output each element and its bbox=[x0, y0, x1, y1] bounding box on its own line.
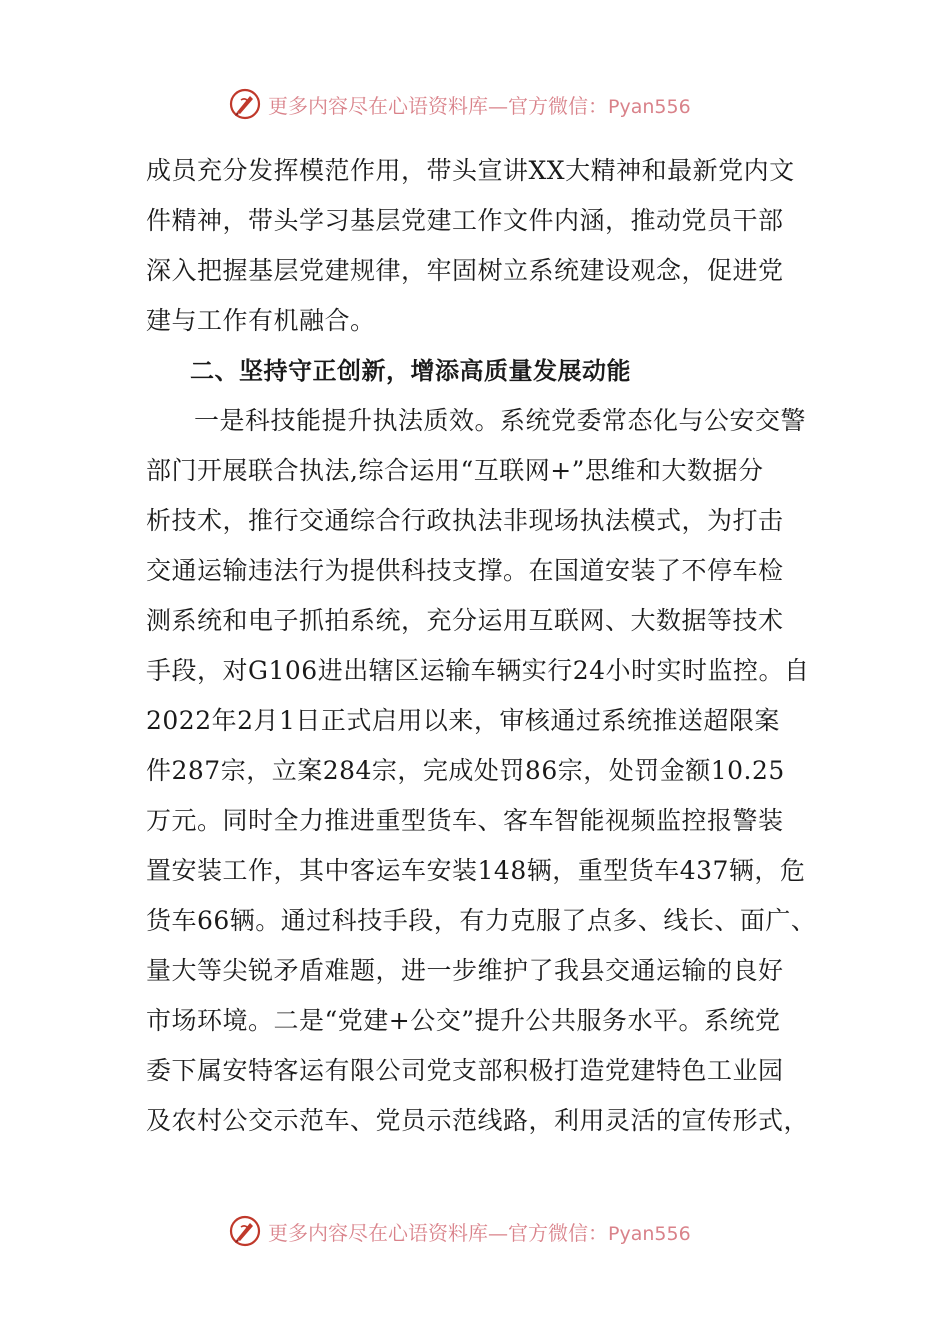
body-line: 手段，对G106进出辖区运输车辆实行24小时实时监控。自 bbox=[146, 656, 810, 685]
body-line: 及农村公交示范车、党员示范线路，利用灵活的宣传形式， bbox=[146, 1106, 810, 1135]
pen-logo-icon bbox=[228, 87, 262, 121]
body-line: 深入把握基层党建规律，牢固树立系统建设观念，促进党 bbox=[146, 256, 784, 285]
header-wechat-account: Pyan556 bbox=[608, 95, 691, 118]
body-line: 交通运输违法行为提供科技支撑。在国道安装了不停车检 bbox=[146, 556, 784, 585]
body-line: 万元。同时全力推进重型货车、客车智能视频监控报警装 bbox=[146, 806, 784, 835]
document-body bbox=[146, 146, 817, 1146]
body-line: 件精神，带头学习基层党建工作文件内涵，推动党员干部 bbox=[146, 206, 784, 235]
header-watermark-text: 更多内容尽在心语资料库—官方微信：Pyan556 bbox=[268, 93, 691, 118]
body-line: 建与工作有机融合。 bbox=[146, 306, 376, 335]
header-watermark-banner bbox=[228, 84, 691, 124]
footer-wechat-account: Pyan556 bbox=[608, 1222, 691, 1245]
pen-logo-icon bbox=[228, 1214, 262, 1248]
body-line: 量大等尖锐矛盾难题，进一步维护了我县交通运输的良好 bbox=[146, 956, 784, 985]
section-heading: 二、坚持守正创新，增添高质量发展动能 bbox=[190, 357, 631, 385]
footer-watermark-banner bbox=[228, 1211, 691, 1251]
body-line: 置安装工作，其中客运车安装148辆，重型货车437辆，危 bbox=[146, 856, 806, 885]
body-line: 市场环境。二是“党建+公交”提升公共服务水平。系统党 bbox=[146, 1006, 781, 1035]
body-line: 部门开展联合执法,综合运用“互联网+”思维和大数据分 bbox=[146, 456, 764, 485]
body-line: 货车66辆。通过科技手段，有力克服了点多、线长、面广、 bbox=[146, 906, 817, 935]
body-line: 件287宗，立案284宗，完成处罚86宗，处罚金额10.25 bbox=[146, 756, 785, 785]
body-line: 2022年2月1日正式启用以来，审核通过系统推送超限案 bbox=[146, 706, 780, 735]
footer-watermark-text: 更多内容尽在心语资料库—官方微信：Pyan556 bbox=[268, 1220, 691, 1245]
body-line: 成员充分发挥模范作用，带头宣讲XX大精神和最新党内文 bbox=[146, 156, 795, 185]
body-line: 委下属安特客运有限公司党支部积极打造党建特色工业园 bbox=[146, 1056, 784, 1085]
body-line: 测系统和电子抓拍系统，充分运用互联网、大数据等技术 bbox=[146, 606, 784, 635]
paragraph-first-line: 一是科技能提升执法质效。系统党委常态化与公安交警 bbox=[194, 406, 807, 435]
body-line: 析技术，推行交通综合行政执法非现场执法模式，为打击 bbox=[146, 506, 784, 535]
